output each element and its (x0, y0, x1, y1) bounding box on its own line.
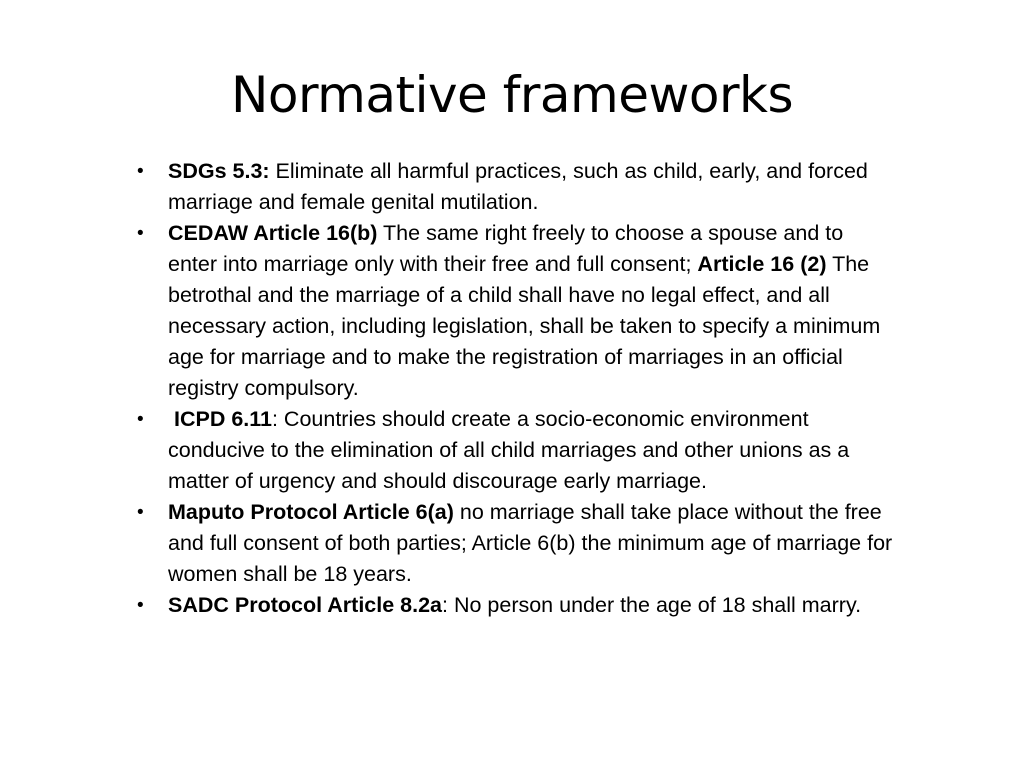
bullet-dot-icon: • (137, 595, 144, 616)
bullet-text (168, 500, 892, 586)
bullet-heading: ICPD 6.11 (173, 407, 272, 431)
bullet-text (168, 159, 868, 214)
bullet-body: The same right freely to choose a spouse and to enter into marriage only with their free and full consent; (168, 221, 844, 276)
bullet-sadc (137, 590, 897, 621)
bullet-body: : Countries should create a socio-economic environment conducive to the elimination of all child marriages and other unions as a matter of urgency and should discourage early marriage. (168, 407, 850, 493)
bullet-subheading: Article 16 (2) (697, 252, 827, 276)
bullet-dot-icon: • (137, 409, 144, 430)
bullet-dot-icon: • (137, 502, 144, 523)
bullet-body: Eliminate all harmful practices, such as child, early, and forced marriage and female genital mutilation. (168, 159, 868, 214)
bullet-text (168, 407, 849, 493)
bullet-dot-icon: • (137, 223, 144, 244)
bullet-heading: CEDAW Article 16(b) (168, 221, 378, 245)
bullet-text (168, 593, 861, 617)
bullet-body-continued: The betrothal and the marriage of a child shall have no legal effect, and all necessary action, including legislation, shall be taken to specify a minimum age for marriage and to make the registration of marriages in an official registry compulsory. (168, 252, 881, 400)
bullet-cedaw (137, 218, 897, 404)
bullet-heading: Maputo Protocol Article 6(a) (168, 500, 454, 524)
bullet-maputo (137, 497, 897, 590)
bullet-dot-icon: • (137, 161, 144, 182)
bullet-list (137, 156, 897, 621)
bullet-body: no marriage shall take place without the free and full consent of both parties; Article 6(b) the minimum age of marriage for women shall be 18 years. (168, 500, 893, 586)
bullet-text (168, 221, 880, 400)
bullet-heading: SDGs 5.3: (168, 159, 270, 183)
slide-title: Normative frameworks (230, 66, 794, 124)
bullet-icpd (137, 404, 897, 497)
bullet-heading: SADC Protocol Article 8.2a (168, 593, 442, 617)
bullet-body: : No person under the age of 18 shall marry. (442, 593, 862, 617)
bullet-sdgs (137, 156, 897, 218)
